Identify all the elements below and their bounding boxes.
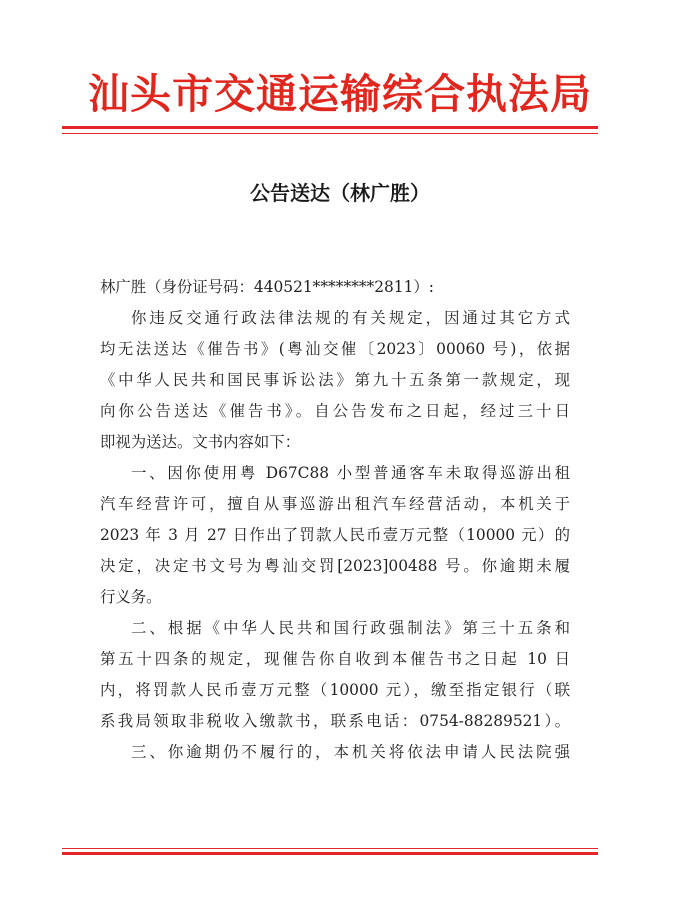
- document-body: [100, 272, 570, 768]
- body-line: 2023 年 3 月 27 日作出了罚款人民币壹万元整（10000 元）的: [100, 526, 570, 544]
- body-line: 第五十四条的规定，现催告你自收到本催告书之日起 10 日: [100, 650, 570, 668]
- body-line: 决定，决定书文号为粤汕交罚[2023]00488 号。你逾期未履: [100, 557, 570, 575]
- body-line: 均无法送达《催告书》(粤汕交催〔2023〕00060 号)，依据: [100, 340, 570, 358]
- body-line: 向你公告送达《催告书》。自公告发布之日起，经过三十日: [100, 402, 570, 420]
- document-title: 公告送达（林广胜）: [250, 181, 430, 205]
- body-line: 一、因你使用粤 D67C88 小型普通客车未取得巡游出租: [131, 464, 570, 482]
- footer-rule-thick: [62, 852, 598, 855]
- body-line: 三、你逾期仍不履行的，本机关将依法申请人民法院强: [131, 743, 570, 761]
- body-line: 汽车经营许可，擅自从事巡游出租汽车经营活动，本机关于: [100, 495, 570, 513]
- body-line: 即视为送达。文书内容如下：: [100, 433, 301, 451]
- letterhead-rule-thick: [62, 126, 598, 129]
- body-line-addressee: 林广胜（身份证号码：440521********2811）:: [100, 278, 434, 296]
- body-line: 内，将罚款人民币壹万元整（10000 元），缴至指定银行（联: [100, 681, 570, 699]
- body-line: 二、根据《中华人民共和国行政强制法》第三十五条和: [131, 619, 570, 637]
- body-line: 行义务。: [100, 588, 162, 606]
- body-line: 你违反交通行政法律法规的有关规定，因通过其它方式: [131, 309, 570, 327]
- letterhead-rule-thin: [62, 133, 598, 134]
- agency-letterhead: 汕头市交通运输综合执法局: [88, 70, 592, 118]
- footer-rule-thin: [62, 848, 598, 849]
- body-line: 《中华人民共和国民事诉讼法》第九十五条第一款规定，现: [100, 371, 570, 389]
- body-line: 系我局领取非税收入缴款书，联系电话：0754-88289521）。: [100, 712, 570, 730]
